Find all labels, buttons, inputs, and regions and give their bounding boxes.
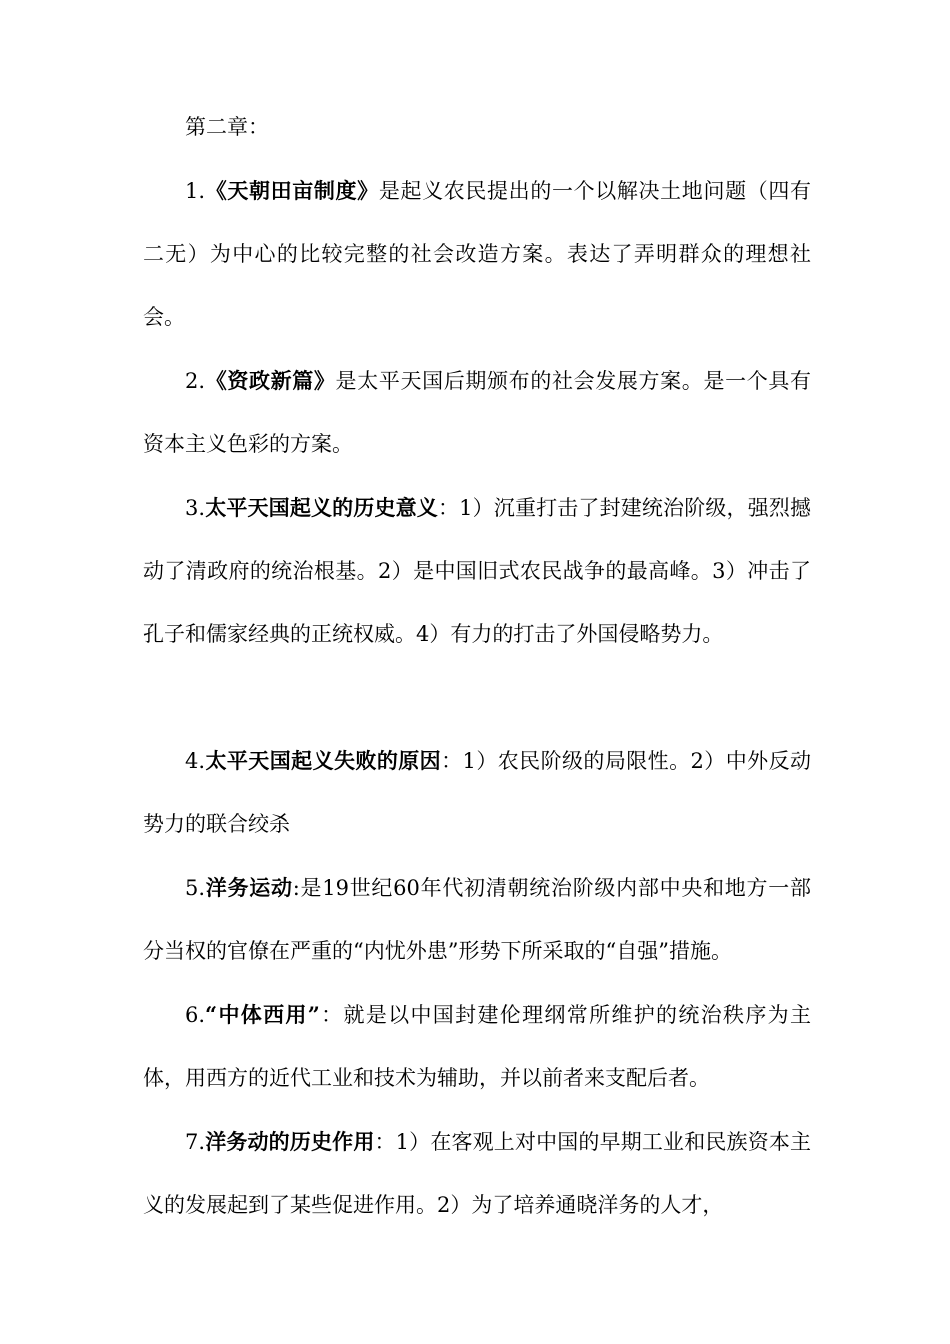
- item-number: 4.: [185, 749, 206, 773]
- item-number: 1.: [185, 179, 206, 203]
- item-number: 6.: [185, 1003, 206, 1027]
- item-number: 2.: [185, 369, 206, 393]
- item-number: 5.: [185, 876, 206, 900]
- item-body: :是19世纪60年代初清朝统治阶级内部中央和地方一部分当权的官僚在严重的“内忧外患”形势下所采取的“自强”措施。: [143, 876, 811, 963]
- blank-line: [143, 666, 811, 729]
- item-term: 洋务运动: [205, 875, 293, 900]
- chapter-heading: 第二章：: [185, 115, 269, 139]
- item-body: 是起义农民提出的一个以解决土地问题（四有二无）为中心的比较完整的社会改造方案。表达了弄明群众的理想社会。: [143, 179, 812, 329]
- item-body: ：1）在客观上对中国的早期工业和民族资本主义的发展起到了某些促进作用。2）为了培养通晓洋务的人才，: [143, 1130, 812, 1217]
- item-5: [143, 856, 811, 983]
- item-term: “中体西用”: [205, 1002, 320, 1027]
- item-3: [143, 476, 811, 666]
- item-2: [143, 349, 811, 476]
- item-7: [143, 1110, 811, 1237]
- item-term: 《天朝田亩制度》: [205, 178, 379, 203]
- item-term: 洋务动的历史作用: [205, 1129, 375, 1154]
- item-term: 太平天国起义失败的原因: [205, 748, 442, 773]
- item-term: 太平天国起义的历史意义: [205, 495, 438, 520]
- item-body: ：就是以中国封建伦理纲常所维护的统治秩序为主体，用西方的近代工业和技术为辅助，并以前者来支配后者。: [143, 1003, 811, 1090]
- item-body: ：1）农民阶级的局限性。2）中外反动势力的联合绞杀: [143, 749, 811, 836]
- item-4: [143, 729, 811, 856]
- item-body: ：1）沉重打击了封建统治阶级，强烈撼动了清政府的统治根基。2）是中国旧式农民战争的最高峰。3）冲击了孔子和儒家经典的正统权威。4）有力的打击了外国侵略势力。: [143, 496, 812, 646]
- item-number: 7.: [185, 1130, 206, 1154]
- item-body: 是太平天国后期颁布的社会发展方案。是一个具有资本主义色彩的方案。: [143, 369, 812, 456]
- item-1: [143, 159, 811, 349]
- item-term: 《资政新篇》: [205, 368, 336, 393]
- document-page: [143, 96, 811, 1237]
- item-number: 3.: [185, 496, 206, 520]
- item-6: [143, 983, 811, 1110]
